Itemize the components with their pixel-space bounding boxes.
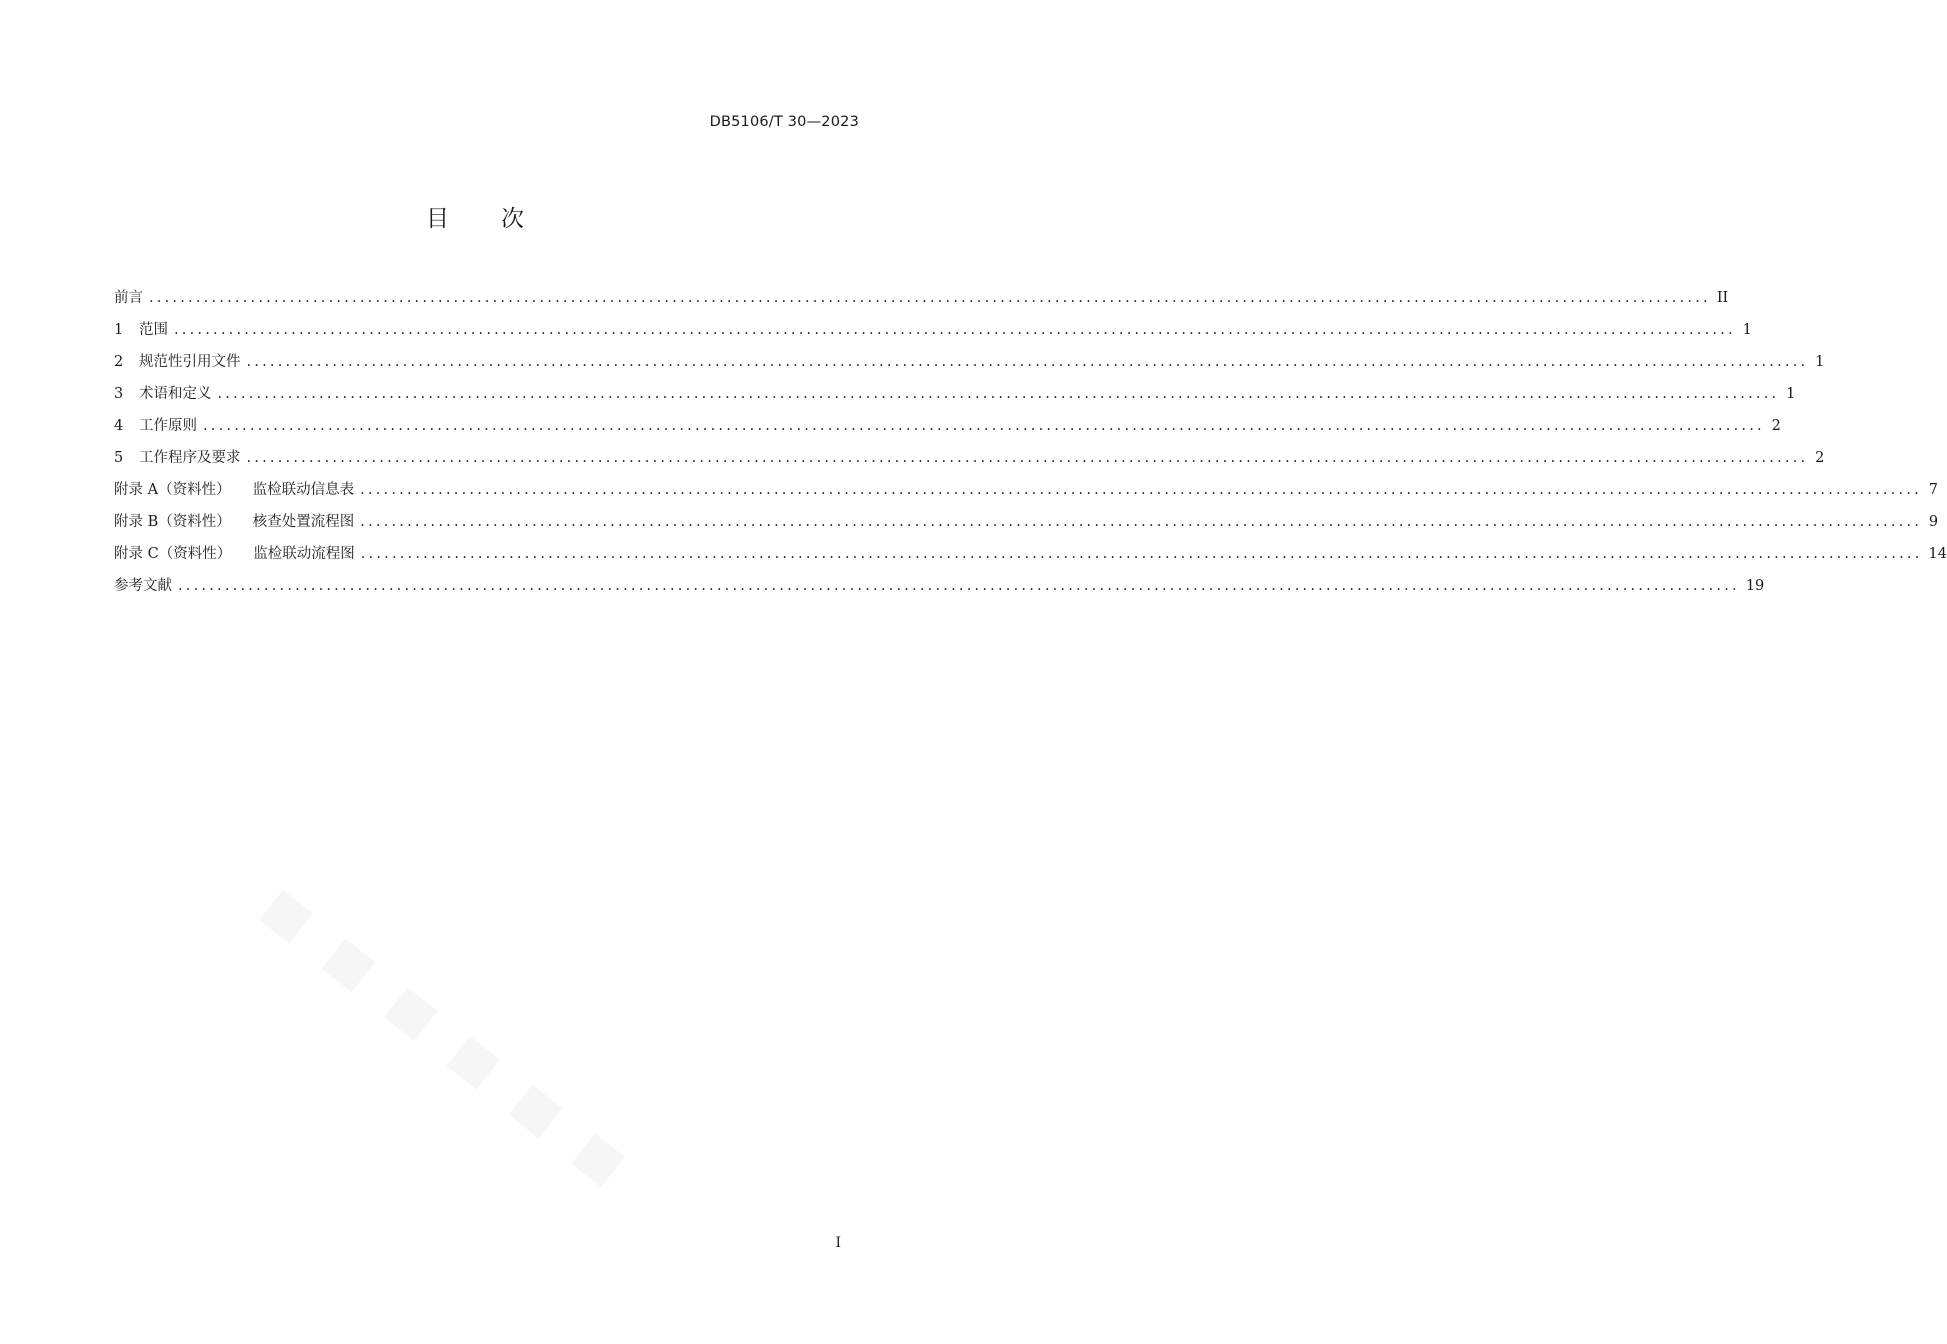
- toc-entry-bibliography[interactable]: [114, 574, 1765, 606]
- toc-entry-appendix-b[interactable]: [114, 510, 1939, 542]
- toc-entry-label: 术语和定义: [139, 386, 212, 402]
- toc-entry-label: 前言: [114, 290, 143, 306]
- dot-leader: ........................................................................................................................................................................................................: [174, 322, 1736, 338]
- dot-leader: ........................................................................................................................................................................................................: [217, 386, 1780, 402]
- toc-entry-principles[interactable]: [114, 414, 1781, 446]
- toc-entry-label: 范围: [139, 322, 168, 338]
- appendix-prefix: 附录 C（资料性）: [114, 546, 232, 562]
- toc-entry-terms-definitions[interactable]: [114, 382, 1796, 414]
- toc-entry-label: 监检联动信息表: [252, 482, 355, 498]
- table-of-contents: [114, 286, 1947, 606]
- dot-leader: ........................................................................................................................................................................................................: [178, 578, 1740, 594]
- document-code: DB5106/T 30—2023: [709, 114, 859, 130]
- toc-entry-scope[interactable]: [114, 318, 1752, 350]
- toc-page-number: 1: [1786, 386, 1796, 402]
- toc-entry-procedures[interactable]: [114, 446, 1825, 478]
- toc-page-number: 2: [1771, 418, 1781, 434]
- toc-page-number: 14: [1928, 546, 1947, 562]
- toc-entry-label: 工作原则: [139, 418, 197, 434]
- toc-entry-normative-references[interactable]: [114, 350, 1825, 382]
- appendix-prefix: 附录 A（资料性）: [114, 482, 231, 498]
- toc-page-number: 1: [1742, 322, 1752, 338]
- toc-page-number: 9: [1928, 514, 1939, 530]
- dot-leader: ........................................................................................................................................................................................................: [246, 354, 1809, 370]
- toc-page-number: II: [1716, 290, 1729, 306]
- appendix-prefix: 附录 B（资料性）: [114, 514, 231, 530]
- toc-entry-appendix-a[interactable]: [114, 478, 1938, 510]
- toc-page-number: 2: [1815, 450, 1825, 466]
- toc-entry-label: 监检联动流程图: [253, 546, 355, 562]
- toc-page-number: 7: [1928, 482, 1938, 498]
- page-number: I: [835, 1235, 841, 1251]
- toc-title: 目次: [426, 206, 576, 232]
- toc-page-number: 1: [1815, 354, 1825, 370]
- dot-leader: ........................................................................................................................................................................................................: [360, 546, 1923, 562]
- toc-entry-foreword[interactable]: [114, 286, 1729, 318]
- dot-leader: ........................................................................................................................................................................................................: [149, 290, 1711, 306]
- dot-leader: ........................................................................................................................................................................................................: [360, 514, 1923, 530]
- toc-section-number: 2: [114, 354, 124, 370]
- toc-entry-label: 核查处置流程图: [252, 514, 355, 530]
- dot-leader: ........................................................................................................................................................................................................: [246, 450, 1809, 466]
- toc-entry-label: 规范性引用文件: [139, 354, 241, 370]
- toc-section-number: 4: [114, 418, 124, 434]
- toc-entry-label: 工作程序及要求: [139, 450, 241, 466]
- dot-leader: ........................................................................................................................................................................................................: [203, 418, 1765, 434]
- toc-section-number: 1: [114, 322, 124, 338]
- toc-entry-label: 参考文献: [114, 578, 172, 594]
- toc-section-number: 3: [114, 386, 124, 402]
- dot-leader: ........................................................................................................................................................................................................: [360, 482, 1922, 498]
- toc-entry-appendix-c[interactable]: [114, 542, 1947, 574]
- toc-page-number: 19: [1745, 578, 1765, 594]
- watermark: [252, 876, 729, 1266]
- toc-section-number: 5: [114, 450, 124, 466]
